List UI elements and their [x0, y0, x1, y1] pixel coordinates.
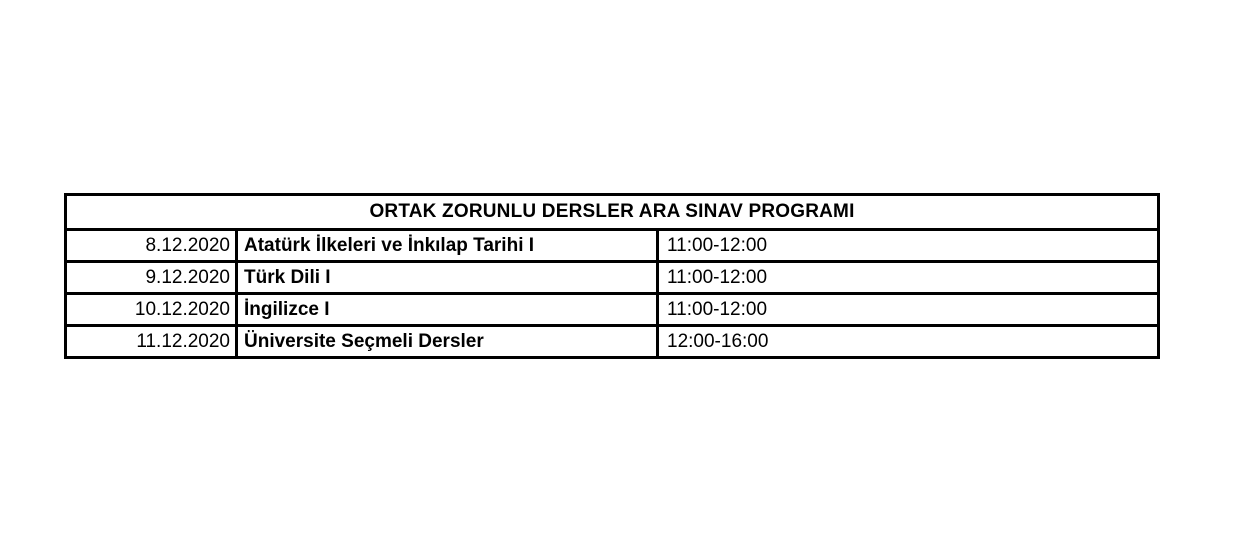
- table-title-row: [66, 195, 1159, 230]
- table-title: ORTAK ZORUNLU DERSLER ARA SINAV PROGRAMI: [66, 195, 1159, 230]
- exam-date: 11.12.2020: [66, 326, 237, 358]
- exam-date: 9.12.2020: [66, 262, 237, 294]
- exam-date: 8.12.2020: [66, 230, 237, 262]
- exam-course: Atatürk İlkeleri ve İnkılap Tarihi I: [237, 230, 658, 262]
- exam-date: 10.12.2020: [66, 294, 237, 326]
- exam-time: 11:00-12:00: [658, 262, 1159, 294]
- exam-time: 11:00-12:00: [658, 230, 1159, 262]
- exam-course: Üniversite Seçmeli Dersler: [237, 326, 658, 358]
- exam-course: İngilizce I: [237, 294, 658, 326]
- exam-time: 12:00-16:00: [658, 326, 1159, 358]
- table-row: [66, 294, 1159, 326]
- table-row: [66, 326, 1159, 358]
- exam-course: Türk Dili I: [237, 262, 658, 294]
- table-row: [66, 230, 1159, 262]
- exam-schedule-table: [64, 193, 1160, 359]
- exam-time: 11:00-12:00: [658, 294, 1159, 326]
- table-row: [66, 262, 1159, 294]
